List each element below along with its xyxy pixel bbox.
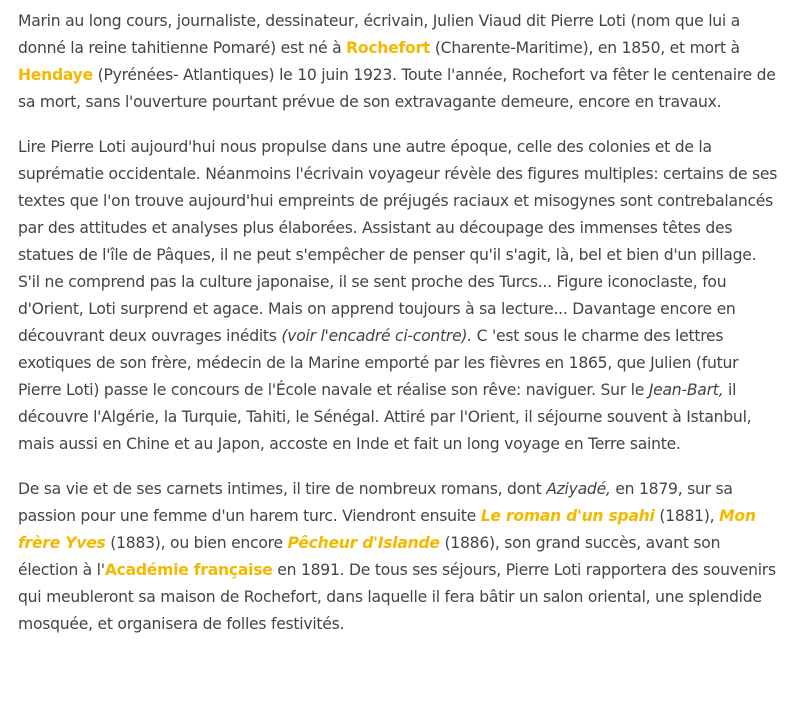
- paragraph-biography: [18, 134, 782, 458]
- aside-reference: (voir l'encadré ci-contre).: [281, 327, 472, 345]
- book-title-aziyade: Aziyadé,: [546, 480, 611, 498]
- text-run: en 1891. De tous ses séjours, Pierre Loti rapportera des souvenirs qui meubleront sa maison de Rochefort, dans laquelle il fera bâtir un salon oriental, une splendide mosquée, et organisera de folles festivités.: [18, 561, 776, 633]
- link-mon-frere-yves[interactable]: Mon frère Yves: [18, 507, 756, 552]
- link-pecheur-d-islande[interactable]: Pêcheur d'Islande: [287, 534, 440, 552]
- text-run: C 'est sous le charme des lettres exotiques de son frère, médecin de la Marine emporté par les fièvres en 1865, que Julien (futur Pierre Loti) passe le concours de l'École navale et réalise son rêve: naviguer. Sur le: [18, 327, 739, 399]
- link-hendaye[interactable]: Hendaye: [18, 66, 93, 84]
- article-body: [18, 8, 782, 638]
- text-run: (Pyrénées- Atlantiques) le 10 juin 1923. Toute l'année, Rochefort va fêter le centenaire de sa mort, sans l'ouverture pourtant prévue de son extravagante demeure, encore en travaux.: [18, 66, 776, 111]
- text-run: (Charente-Maritime), en 1850, et mort à: [430, 39, 740, 57]
- link-le-roman-d-un-spahi[interactable]: Le roman d'un spahi: [480, 507, 655, 525]
- text-run: (1883), ou bien encore: [105, 534, 288, 552]
- ship-name: Jean-Bart,: [648, 381, 724, 399]
- text-run: il découvre l'Algérie, la Turquie, Tahiti, le Sénégal. Attiré par l'Orient, il séjourne souvent à Istanbul, mais aussi en Chine et au Japon, accoste en Inde et fait un long voyage en Terre sainte.: [18, 381, 752, 453]
- link-rochefort[interactable]: Rochefort: [346, 39, 431, 57]
- text-run: Lire Pierre Loti aujourd'hui nous propulse dans une autre époque, celle des colonies et de la suprématie occidentale. Néanmoins l'écrivain voyageur révèle des figures multiples: certains de ses textes que l'on trouve aujourd'hui empreints de préjugés raciaux et misogynes sont contrebalancés par des attitudes et analyses plus élaborées. Assistant au découpage des immenses têtes des statues de l'île de Pâques, il ne peut s'empêcher de penser qu'il s'agit, là, bel et bien d'un pillage. S'il ne comprend pas la culture japonaise, il se sent proche des Turcs... Figure iconoclaste, fou d'Orient, Loti surprend et agace. Mais on apprend toujours à sa lecture... Davantage encore en découvrant deux ouvrages inédits: [18, 138, 778, 345]
- paragraph-works: [18, 476, 782, 638]
- text-run: en 1879, sur sa passion pour une femme d'un harem turc. Viendront ensuite: [18, 480, 733, 525]
- text-run: (1886), son grand succès, avant son élection à l': [18, 534, 721, 579]
- text-run: (1881),: [654, 507, 720, 525]
- text-run: Marin au long cours, journaliste, dessinateur, écrivain, Julien Viaud dit Pierre Loti (nom que lui a donné la reine tahitienne Pomaré) est né à: [18, 12, 741, 57]
- paragraph-intro: [18, 8, 782, 116]
- text-run: De sa vie et de ses carnets intimes, il tire de nombreux romans, dont: [18, 480, 547, 498]
- link-academie-francaise[interactable]: Académie française: [104, 561, 273, 579]
